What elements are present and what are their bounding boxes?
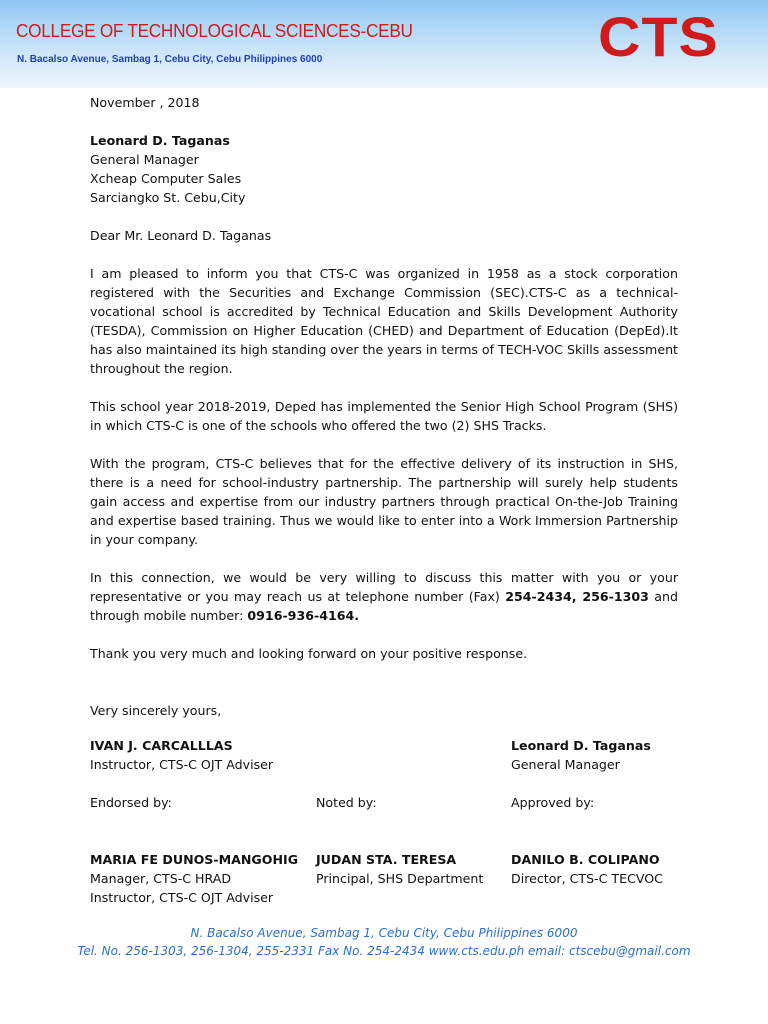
letter-date: November , 2018 — [90, 95, 200, 110]
footer-address: N. Bacalso Avenue, Sambag 1, Cebu City, Cebu Philippines 6000 — [190, 926, 578, 940]
letterhead-address: N. Bacalso Avenue, Sambag 1, Cebu City, Cebu Philippines 6000 — [17, 54, 323, 65]
closing: Very sincerely yours, — [90, 703, 222, 718]
salutation: Dear Mr. Leonard D. Taganas — [90, 228, 272, 243]
mobile-number: 0916-936-4164. — [247, 608, 360, 623]
endorser-title: Manager, CTS-C HRAD — [90, 871, 232, 886]
footer — [0, 924, 768, 960]
approver-name: DANILO B. COLIPANO — [511, 852, 660, 867]
recipient-name: Leonard D. Taganas — [90, 133, 230, 148]
letter-body — [90, 93, 678, 720]
sender-name: IVAN J. CARCALLLAS — [90, 738, 233, 753]
noter-name: JUDAN STA. TERESA — [316, 852, 457, 867]
cts-logo: CTS — [598, 5, 719, 68]
sender-title: Instructor, CTS-C OJT Adviser — [90, 757, 274, 772]
approved-label: Approved by: — [511, 795, 595, 810]
noter-title: Principal, SHS Department — [316, 871, 484, 886]
footer-contact: Tel. No. 256-1303, 256-1304, 255-2331 Fax No. 254-2434 www.cts.edu.ph email: ctscebu@gmail.com — [77, 944, 691, 958]
paragraph-thanks: Thank you very much and looking forward on your positive response. — [90, 646, 528, 661]
recipient-street: Sarciangko St. Cebu,City — [90, 190, 246, 205]
fax-numbers: 254-2434, 256-1303 — [505, 589, 649, 604]
approver-title: Director, CTS-C TECVOC — [511, 871, 663, 886]
endorsed-label: Endorsed by: — [90, 795, 172, 810]
receiver-name: Leonard D. Taganas — [511, 738, 651, 753]
letterhead — [0, 0, 768, 88]
endorser-title-2: Instructor, CTS-C OJT Adviser — [90, 890, 274, 905]
paragraph-shs-program: This school year 2018-2019, Deped has implemented the Senior High School Program (SHS) in which CTS-C is one of the schools who offered the two (2) SHS Tracks. — [90, 399, 678, 433]
paragraph-partnership: With the program, CTS-C believes that for the effective delivery of its instruction in SHS, there is a need for school-industry partnership. The partnership will surely help students gain access and expertise from our industry partners through practical On-the-Job Training and expertise based training. Thus we would like to enter into a Work Immersion Partnership in your company. — [90, 456, 678, 547]
receiver-title: General Manager — [511, 757, 620, 772]
recipient-company: Xcheap Computer Sales — [90, 171, 242, 186]
noted-label: Noted by: — [316, 795, 377, 810]
paragraph-organization: I am pleased to inform you that CTS-C was organized in 1958 as a stock corporation registered with the Securities and Exchange Commission (SEC).CTS-C as a technical-vocational school is accredited by Technical Education and Skills Development Authority (TESDA), Commission on Higher Education (CHED) and Department of Education (DepEd).It has also maintained its high standing over the years in terms of TECH-VOC Skills assessment throughout the region. — [90, 266, 678, 376]
paragraph-contact — [90, 568, 678, 625]
college-name: COLLEGE OF TECHNOLOGICAL SCIENCES-CEBU — [16, 20, 413, 41]
contact-text-middle: and through mobile number: — [90, 589, 678, 623]
contact-text: In this connection, we would be very willing to discuss this matter with you or your representative or you may reach us at telephone number (Fax) — [90, 570, 678, 604]
endorser-name: MARIA FE DUNOS-MANGOHIG — [90, 852, 299, 867]
recipient-title: General Manager — [90, 152, 199, 167]
